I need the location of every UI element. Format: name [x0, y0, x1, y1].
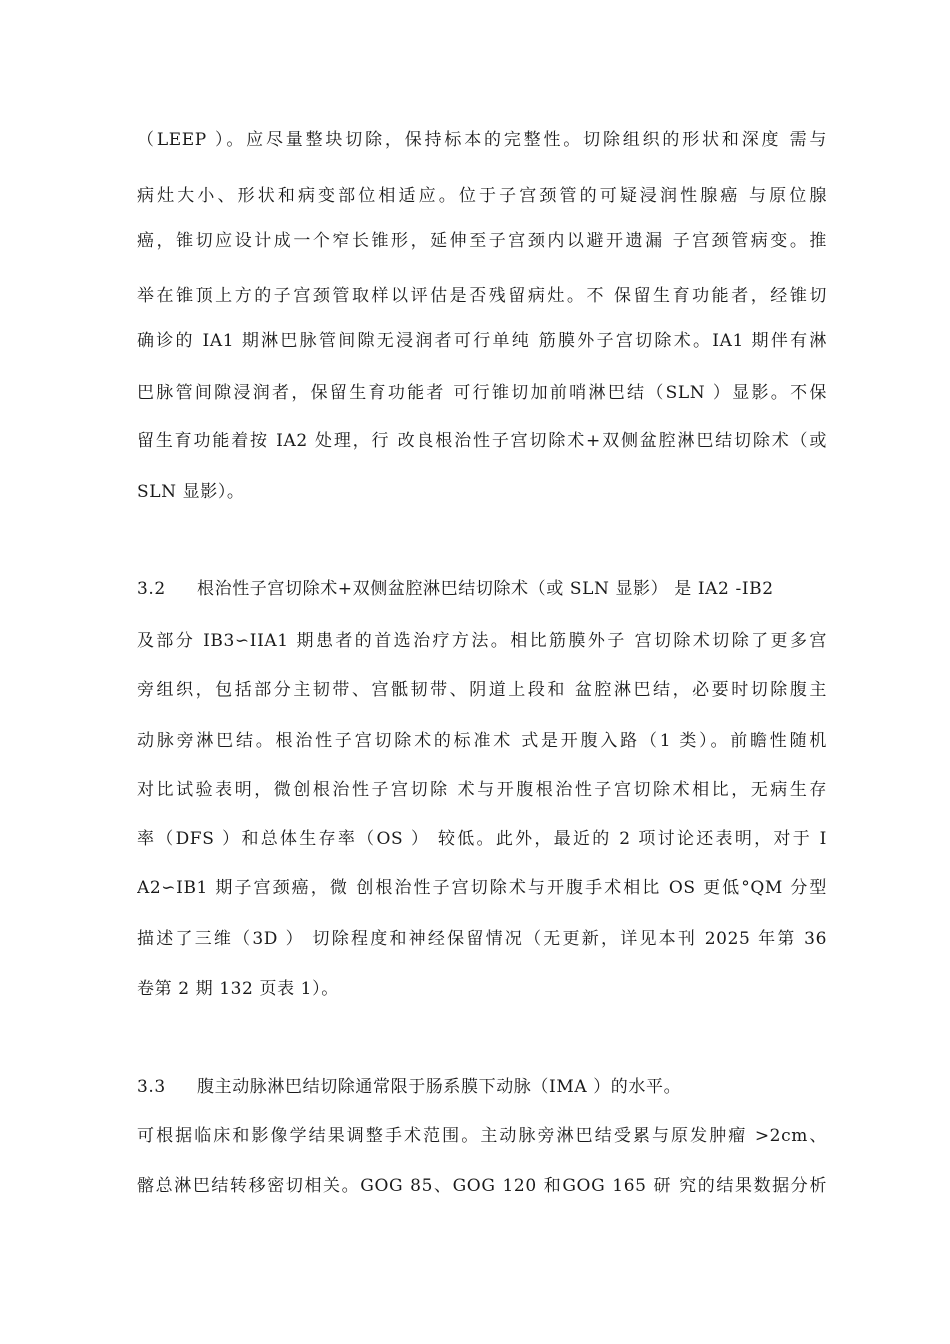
paragraph-line: 描述了三维（3D ） 切除程度和神经保留情况（无更新，详见本刊 2025 年第 36 [137, 929, 827, 949]
section-first-line: 腹主动脉淋巴结切除通常限于肠系膜下动脉（IMA ）的水平。 [197, 1077, 682, 1097]
paragraph-line: 举在锥顶上方的子宫颈管取样以评估是否残留病灶。不 保留生育功能者，经锥切 [137, 286, 827, 306]
section-3-3-heading-line [137, 1076, 827, 1098]
paragraph-line: 巴脉管间隙浸润者，保留生育功能者 可行锥切加前哨淋巴结（SLN ）显影。不保 [137, 383, 827, 403]
paragraph-line: 动脉旁淋巴结。根治性子宫切除术的标准术 式是开腹入路（1 类）。前瞻性随机 [137, 731, 827, 751]
paragraph-line: 癌，锥切应设计成一个窄长锥形，延伸至子宫颈内以避开遗漏 子宫颈管病变。推 [137, 231, 827, 251]
paragraph-line: 病灶大小、形状和病变部位相适应。位于子宫颈管的可疑浸润性腺癌 与原位腺 [137, 186, 827, 206]
section-3-2-heading-line [137, 578, 827, 600]
paragraph-line: 髂总淋巴结转移密切相关。GOG 85、GOG 120 和GOG 165 研 究的结果数据分析 [137, 1176, 827, 1196]
paragraph-line: （LEEP ）。应尽量整块切除，保持标本的完整性。切除组织的形状和深度 需与 [137, 130, 827, 150]
section-number: 3.2 [137, 579, 166, 599]
paragraph-line: 率（DFS ）和总体生存率（OS ） 较低。此外，最近的 2 项讨论还表明，对于 I [137, 829, 827, 849]
paragraph-line: 卷第 2 期 132 页表 1）。 [137, 979, 339, 999]
section-first-line: 根治性子宫切除术+双侧盆腔淋巴结切除术（或 SLN 显影） 是 IA2 -IB2 [197, 579, 774, 599]
paragraph-line: SLN 显影）。 [137, 482, 245, 502]
paragraph-line: 可根据临床和影像学结果调整手术范围。主动脉旁淋巴结受累与原发肿瘤 >2cm、 [137, 1126, 827, 1146]
paragraph-line: 留生育功能着按 IA2 处理，行 改良根治性子宫切除术+双侧盆腔淋巴结切除术（或 [137, 431, 827, 451]
paragraph-line: A2∽IB1 期子宫颈癌，微 创根治性子宫切除术与开腹手术相比 OS 更低°QM 分型 [137, 878, 827, 898]
paragraph-line: 及部分 IB3∽IIA1 期患者的首选治疗方法。相比筋膜外子 宫切除术切除了更多宫 [137, 631, 827, 651]
paragraph-line: 对比试验表明，微创根治性子宫切除 术与开腹根治性子宫切除术相比，无病生存 [137, 780, 827, 800]
paragraph-line: 确诊的 IA1 期淋巴脉管间隙无浸润者可行单纯 筋膜外子宫切除术。IA1 期伴有淋 [137, 331, 827, 351]
section-number: 3.3 [137, 1077, 166, 1097]
paragraph-line: 旁组织，包括部分主韧带、宫骶韧带、阴道上段和 盆腔淋巴结，必要时切除腹主 [137, 680, 827, 700]
